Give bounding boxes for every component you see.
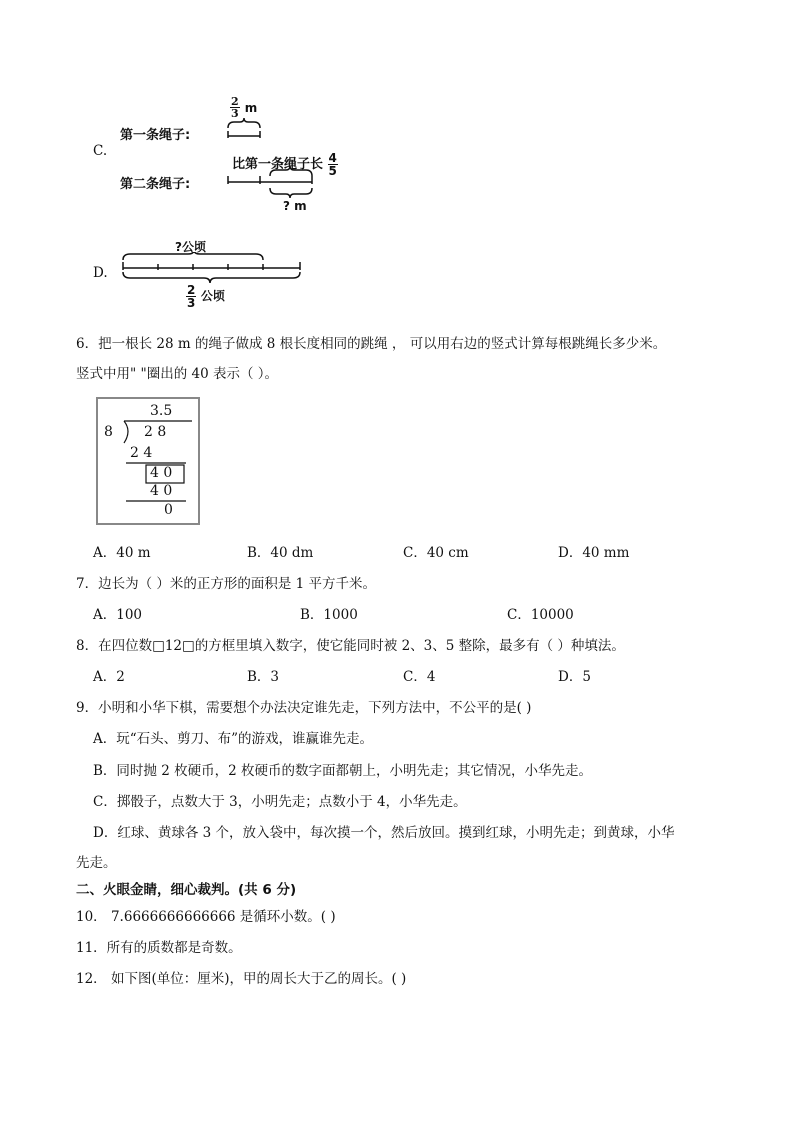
option-d-top-text: ?公顷 [175,240,206,254]
rope2-brace [270,188,312,198]
q9-option-c[interactable]: C．掷骰子，点数大于 3，小明先走；点数小于 4，小华先走。 [93,794,467,810]
q6-text-line1: 6．把一根长 28 m 的绳子做成 8 根长度相同的跳绳 ， 可以用右边的竖式计算每根跳绳长多少米。 [76,336,667,352]
area-diagram-d [118,252,308,288]
rope2-unknown: ? m [283,199,307,213]
q8-option-b[interactable]: B．3 [247,669,280,685]
rope1-label: 第一条绳子: [120,128,191,143]
rope1-brace [228,118,260,128]
long-division-image [96,397,200,525]
compare-text: 比第一条绳子长 $\frac{4}{5}$ [232,151,337,178]
q11-text: 11．所有的质数都是奇数。 [76,940,242,956]
boxed-40: 4 0 [150,465,173,481]
q6-text-line2: 竖式中用" "圈出的 40 表示（ ）。 [76,366,279,382]
q6-option-d[interactable]: D．40 mm [558,545,630,561]
q8-option-a[interactable]: A．2 [93,669,125,685]
q9-option-d-cont: 先走。 [76,855,117,871]
q6-option-a[interactable]: A．40 m [93,545,151,561]
q7-text: 7．边长为（ ）米的正方形的面积是 1 平方千米。 [76,576,377,592]
q7-option-b[interactable]: B．1000 [300,607,358,623]
bottom-brace [123,272,300,283]
q7-option-a[interactable]: A．100 [93,607,143,623]
step2-product: 4 0 [150,483,173,499]
q6-option-c[interactable]: C．40 cm [403,545,469,561]
divisor: 8 [104,424,113,440]
option-d-label: D. [93,265,108,281]
option-c-label: C. [93,143,108,159]
quotient: 3.5 [150,403,173,419]
q9-text: 9．小明和小华下棋，需要想个办法决定谁先走，下列方法中，不公平的是( ) [76,700,532,716]
q8-option-d[interactable]: D．5 [558,669,591,685]
remainder: 0 [164,502,173,518]
option-d-bottom-text: $\frac{2}{3}$ 公顷 [187,283,225,310]
dividend: 2 8 [144,424,167,440]
section-heading: 二、火眼金睛，细心裁判。(共 6 分) [76,882,297,898]
q8-text: 8．在四位数□12□的方框里填入数字，使它能同时被 2、3、5 整除，最多有（ ）种填法。 [76,638,625,654]
q6-option-b[interactable]: B．40 dm [247,545,314,561]
q7-option-c[interactable]: C．10000 [507,607,574,623]
q9-option-b[interactable]: B．同时抛 2 枚硬币，2 枚硬币的数字面都朝上，小明先走；其它情况，小华先走。 [93,763,592,779]
q8-option-c[interactable]: C．4 [403,669,436,685]
step1-product: 2 4 [130,445,153,461]
q10-text: 10． 7.6666666666666 是循环小数。( ) [76,909,336,925]
rope2-label: 第二条绳子: [120,177,191,192]
q9-option-d[interactable]: D．红球、黄球各 3 个，放入袋中，每次摸一个，然后放回。摸到红球，小明先走；到黄球，小华 [93,825,675,841]
q9-option-a[interactable]: A．玩“石头、剪刀、布”的游戏，谁赢谁先走。 [93,731,374,747]
top-brace [123,252,263,260]
q12-text: 12． 如下图(单位：厘米)，甲的周长大于乙的周长。( ) [76,971,407,987]
rope1-length-fraction: $\frac{2}{3}$ m [231,95,258,120]
